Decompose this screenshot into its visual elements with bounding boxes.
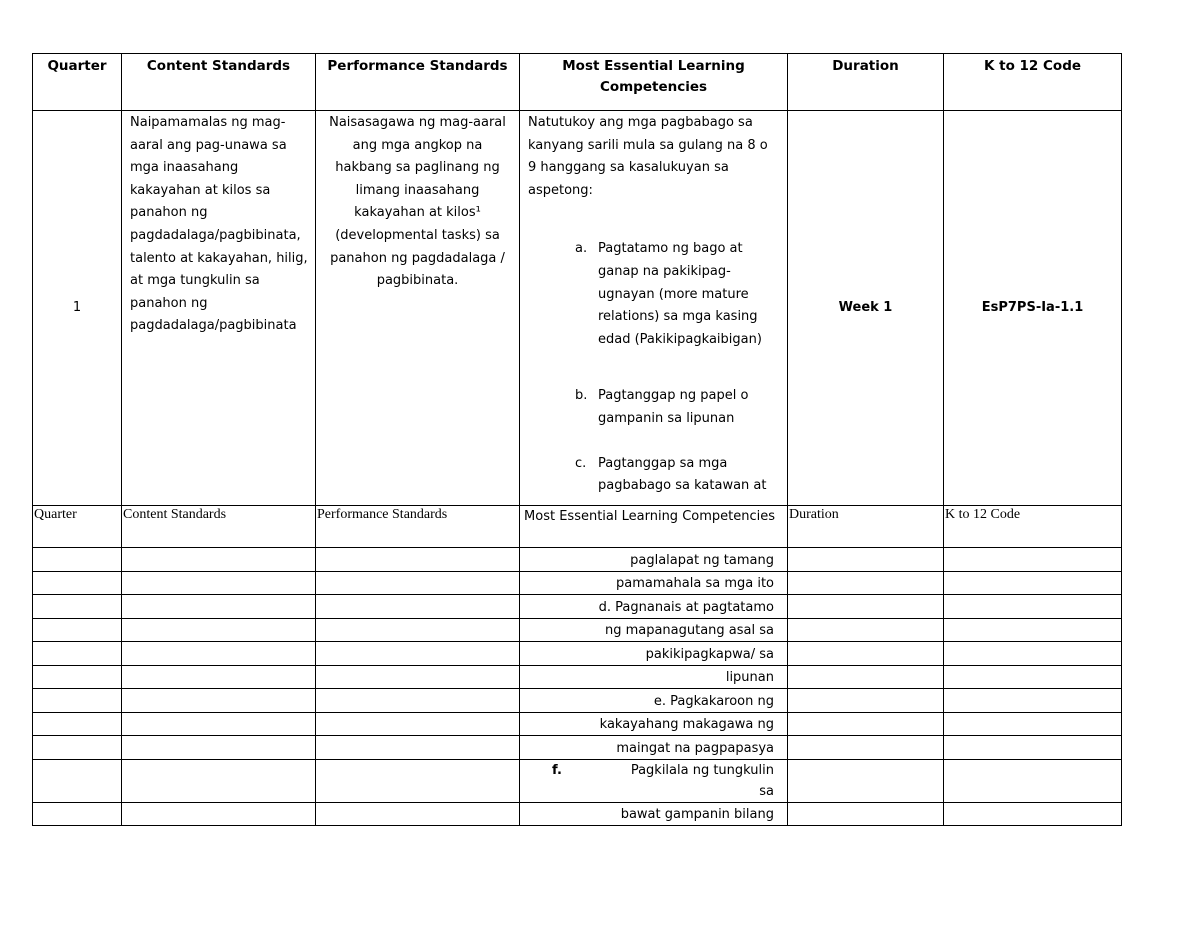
- empty-cell: [944, 802, 1122, 826]
- empty-cell: [316, 665, 520, 689]
- header-performance-standards: Performance Standards: [316, 54, 520, 111]
- mel-continuation-cell: kakayahang makagawa ng: [520, 712, 788, 736]
- mel-continuation-cell: lipunan: [520, 665, 788, 689]
- table-row: [33, 736, 1122, 760]
- empty-cell: [122, 759, 316, 802]
- empty-cell: [944, 571, 1122, 595]
- repeat-header-quarter: Quarter: [33, 506, 122, 548]
- repeat-header-content: Content Standards: [122, 506, 316, 548]
- table-row: [33, 689, 1122, 713]
- empty-cell: [788, 642, 944, 666]
- mel-continuation-cell: paglalapat ng tamang: [520, 548, 788, 572]
- empty-cell: [944, 618, 1122, 642]
- empty-cell: [33, 712, 122, 736]
- header-duration: Duration: [788, 54, 944, 111]
- empty-cell: [316, 689, 520, 713]
- table-row: [33, 548, 1122, 572]
- mel-item-c: [528, 453, 779, 498]
- table-row: [33, 595, 1122, 619]
- mel-continuation-cell: e. Pagkakaroon ng: [520, 689, 788, 713]
- mel-continuation-cell: ng mapanagutang asal sa: [520, 618, 788, 642]
- mel-continuation-cell: maingat na pagpapasya: [520, 736, 788, 760]
- mel-continuation-cell: pakikipagkapwa/ sa: [520, 642, 788, 666]
- quarter-cell: 1: [33, 111, 122, 506]
- empty-cell: [122, 802, 316, 826]
- mel-item-text: Pagkilala ng tungkulin sa: [630, 762, 774, 799]
- empty-cell: [788, 736, 944, 760]
- empty-cell: [122, 736, 316, 760]
- empty-cell: [788, 802, 944, 826]
- empty-cell: [788, 548, 944, 572]
- mel-item-marker: c.: [575, 455, 587, 471]
- table-row: [33, 642, 1122, 666]
- empty-cell: [316, 595, 520, 619]
- repeat-header-performance: Performance Standards: [316, 506, 520, 548]
- table-row: [33, 618, 1122, 642]
- empty-cell: [944, 595, 1122, 619]
- repeat-header-code: K to 12 Code: [944, 506, 1122, 548]
- empty-cell: [316, 759, 520, 802]
- empty-cell: [788, 759, 944, 802]
- empty-cell: [316, 618, 520, 642]
- empty-cell: [33, 736, 122, 760]
- header-row: [33, 54, 1122, 111]
- empty-cell: [316, 712, 520, 736]
- empty-cell: [788, 618, 944, 642]
- empty-cell: [316, 736, 520, 760]
- header-code: K to 12 Code: [944, 54, 1122, 111]
- header-quarter: Quarter: [33, 54, 122, 111]
- table-row: [33, 802, 1122, 826]
- empty-cell: [788, 595, 944, 619]
- empty-cell: [316, 571, 520, 595]
- empty-cell: [122, 571, 316, 595]
- header-mel: Most Essential Learning Competencies: [520, 54, 788, 111]
- mel-intro: Natutukoy ang mga pagbabago sa kanyang sarili mula sa gulang na 8 o 9 hanggang sa kasalukuyan sa aspetong:: [528, 115, 768, 198]
- quarter-1-row: [33, 111, 1122, 506]
- duration-cell: Week 1: [788, 111, 944, 506]
- code-cell: EsP7PS-Ia-1.1: [944, 111, 1122, 506]
- empty-cell: [33, 802, 122, 826]
- table-row: [33, 571, 1122, 595]
- empty-cell: [33, 642, 122, 666]
- table-row: [33, 759, 1122, 802]
- mel-item-text: Pagtanggap ng papel o gampanin sa lipunan: [598, 388, 749, 426]
- empty-cell: [944, 642, 1122, 666]
- content-standards-cell: Naipamamalas ng mag-aaral ang pag-unawa sa mga inaasahang kakayahan at kilos sa panahon ng pagdadalaga/pagbibinata, talento at kakayahan, hilig, at mga tungkulin sa panahon ng pagdadalaga/pagbibinata: [122, 111, 316, 506]
- table-row: [33, 665, 1122, 689]
- empty-cell: [33, 665, 122, 689]
- mel-item-text: Pagtatamo ng bago at ganap na pakikipag-ugnayan (more mature relations) sa mga kasing edad (Pakikipagkaibigan): [598, 241, 762, 347]
- mel-continuation-cell: pamamahala sa mga ito: [520, 571, 788, 595]
- empty-cell: [316, 642, 520, 666]
- mel-cell: [520, 111, 788, 506]
- mel-item-b: [528, 385, 779, 430]
- mel-item-marker: b.: [575, 388, 588, 404]
- empty-cell: [33, 759, 122, 802]
- empty-cell: [122, 618, 316, 642]
- empty-cell: [944, 712, 1122, 736]
- mel-item-a: [528, 238, 779, 351]
- empty-cell: [33, 689, 122, 713]
- empty-cell: [33, 571, 122, 595]
- empty-cell: [33, 548, 122, 572]
- empty-cell: [788, 689, 944, 713]
- empty-cell: [944, 665, 1122, 689]
- continuation-rows: [33, 548, 1122, 826]
- empty-cell: [316, 548, 520, 572]
- repeat-header-mel: Most Essential Learning Competencies: [520, 506, 788, 548]
- table-row: [33, 712, 1122, 736]
- empty-cell: [788, 712, 944, 736]
- repeat-header-row: [33, 506, 1122, 548]
- mel-item-marker: f.: [552, 762, 562, 778]
- empty-cell: [33, 595, 122, 619]
- empty-cell: [944, 548, 1122, 572]
- mel-continuation-cell: d. Pagnanais at pagtatamo: [520, 595, 788, 619]
- performance-standards-cell: Naisasagawa ng mag-aaral ang mga angkop na hakbang sa paglinang ng limang inaasahang kakayahan at kilos¹ (developmental tasks) sa panahon ng pagdadalaga / pagbibinata.: [316, 111, 520, 506]
- curriculum-table: [32, 53, 1122, 826]
- mel-item-marker: a.: [575, 241, 588, 257]
- empty-cell: [788, 665, 944, 689]
- mel-continuation-cell: bawat gampanin bilang: [520, 802, 788, 826]
- empty-cell: [122, 595, 316, 619]
- empty-cell: [788, 571, 944, 595]
- empty-cell: [316, 802, 520, 826]
- header-content-standards: Content Standards: [122, 54, 316, 111]
- mel-item-text: Pagtanggap sa mga pagbabago sa katawan at: [598, 455, 767, 494]
- empty-cell: [122, 665, 316, 689]
- empty-cell: [122, 642, 316, 666]
- empty-cell: [122, 548, 316, 572]
- empty-cell: [944, 736, 1122, 760]
- mel-continuation-cell: [520, 759, 788, 802]
- empty-cell: [122, 712, 316, 736]
- empty-cell: [122, 689, 316, 713]
- empty-cell: [944, 759, 1122, 802]
- empty-cell: [33, 618, 122, 642]
- repeat-header-duration: Duration: [788, 506, 944, 548]
- empty-cell: [944, 689, 1122, 713]
